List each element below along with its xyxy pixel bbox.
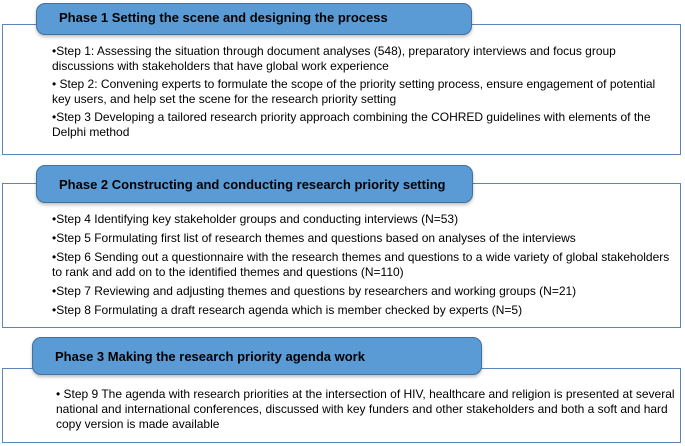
step-7: •Step 7 Reviewing and adjusting themes and questions by researchers and working groups (N=21)	[52, 284, 577, 298]
step-1: •Step 1: Assessing the situation through document analyses (548), preparatory interviews and focus group discussions with stakeholders that have global work experience	[52, 44, 616, 73]
phase-1-header: Phase 1 Setting the scene and designing the process	[36, 3, 472, 35]
step-6: •Step 6 Sending out a questionnaire with the research themes and questions to a wide variety of global stakeholders to rank and add on to the identified themes and questions (N=110)	[52, 250, 670, 279]
phase-2-header: Phase 2 Constructing and conducting research priority setting	[36, 165, 473, 203]
step-3: •Step 3 Developing a tailored research priority approach combining the COHRED guidelines with elements of the Delphi method	[52, 110, 651, 139]
phase-3-header: Phase 3 Making the research priority agenda work	[32, 337, 482, 375]
step-9: • Step 9 The agenda with research priorities at the intersection of HIV, healthcare and religion is presented at several national and international conferences, discussed with key funders and other stakeholders and both a soft and hard copy version is made available	[56, 387, 675, 431]
step-2: • Step 2: Convening experts to formulate the scope of the priority setting process, ensure engagement of potential key users, and help set the scene for the research priority setting	[52, 77, 656, 106]
phase-1-steps	[52, 44, 677, 143]
phase-2-steps	[52, 212, 677, 322]
step-5: •Step 5 Formulating first list of research themes and questions based on analyses of the interviews	[52, 231, 576, 245]
step-8: •Step 8 Formulating a draft research agenda which is member checked by experts (N=5)	[52, 303, 523, 317]
step-4: •Step 4 Identifying key stakeholder groups and conducting interviews (N=53)	[52, 212, 459, 226]
phase-3-steps	[56, 387, 677, 435]
